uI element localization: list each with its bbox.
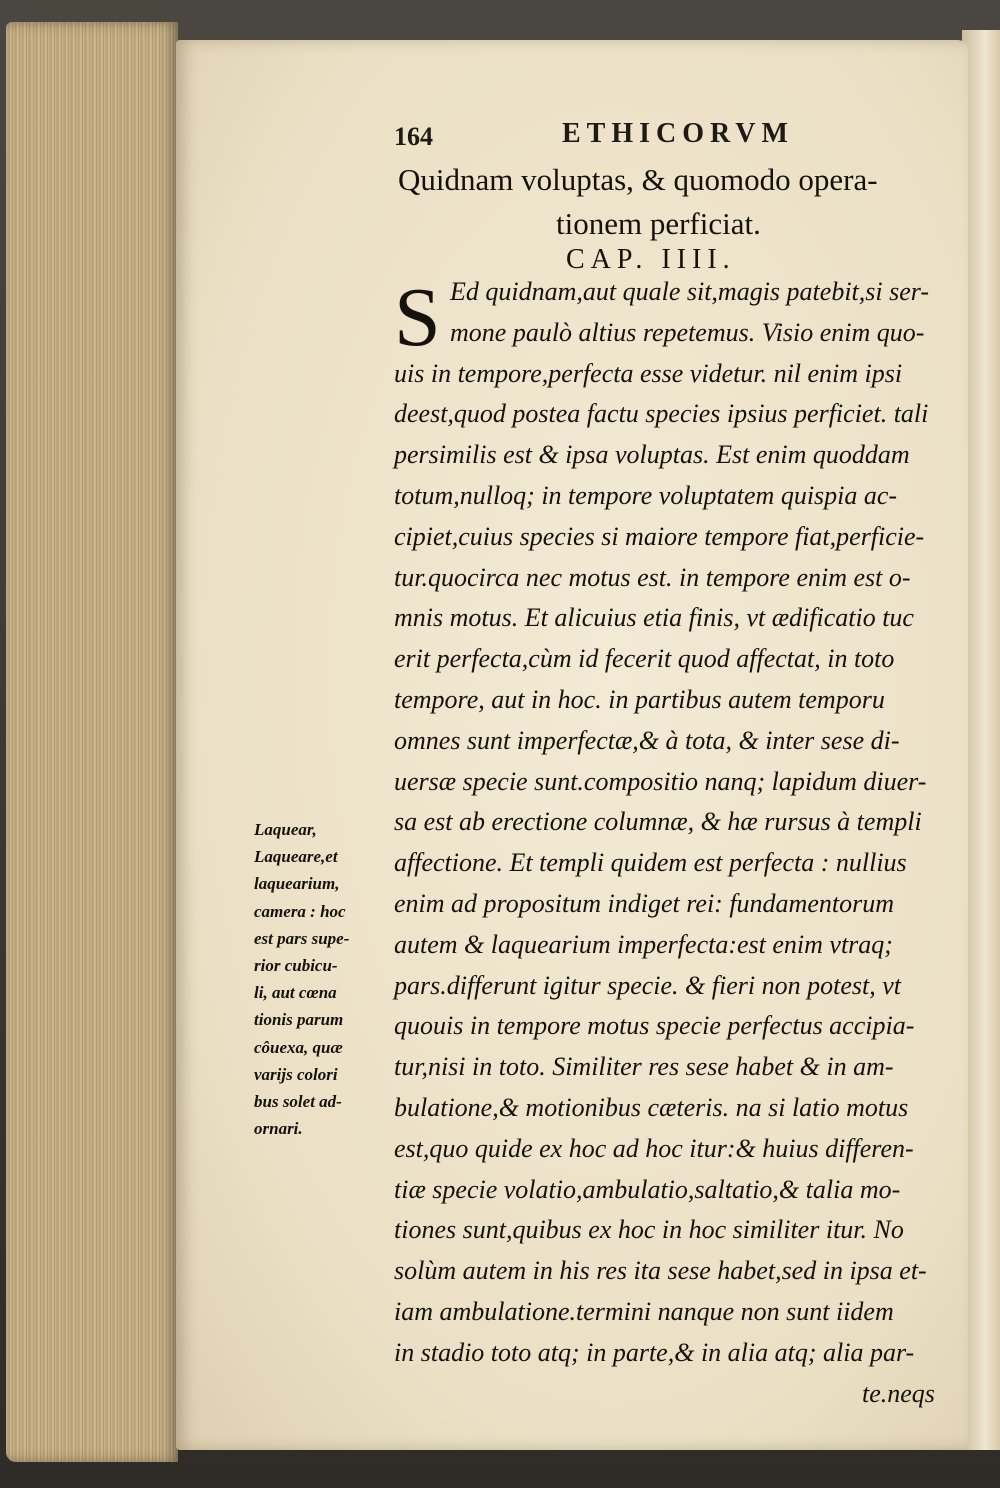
text-line: tur,nisi in toto. Similiter res sese habet & in am- xyxy=(394,1052,894,1082)
text-line: deest,quod postea factu species ipsius perficiet. tali xyxy=(394,399,929,429)
drop-cap-initial: S xyxy=(394,271,441,364)
text-line: persimilis est & ipsa voluptas. Est enim quoddam xyxy=(394,440,910,470)
text-line: uis in tempore,perfecta esse videtur. nil enim ipsi xyxy=(394,358,903,388)
text-line: te.neqs xyxy=(862,1378,935,1408)
text-line: tiones sunt,quibus ex hoc in hoc similiter itur. No xyxy=(394,1215,904,1245)
text-line: bulatione,& motionibus cæteris. na si latio motus xyxy=(394,1092,909,1122)
title-line-2: tionem perficiat. xyxy=(556,206,761,241)
margin-note-line: tionis parum xyxy=(254,1010,344,1030)
margin-note-line: ornari. xyxy=(254,1119,303,1139)
text-line: autem & laquearium imperfecta:est enim vtraq; xyxy=(394,929,893,959)
margin-note-line: varijs colori xyxy=(254,1064,338,1084)
text-line: erit perfecta,cùm id fecerit quod affectat, in toto xyxy=(394,644,895,674)
marginal-note xyxy=(254,816,394,1142)
text-line: enim ad propositum indiget rei: fundamentorum xyxy=(394,888,894,918)
text-line: pars.differunt igitur specie. & fieri non potest, vt xyxy=(394,970,901,1000)
page-block-edges xyxy=(6,22,178,1462)
chapter-heading: CAP. IIII. xyxy=(566,244,736,275)
margin-note-line: camera : hoc xyxy=(254,901,346,921)
page-header xyxy=(394,118,844,154)
text-line: sa est ab erectione columnæ, & hæ rursus à templi xyxy=(394,807,922,837)
text-line: tur.quocirca nec motus est. in tempore enim est o- xyxy=(394,562,911,592)
text-line: est,quo quide ex hoc ad hoc itur:& huius differen- xyxy=(394,1133,914,1163)
running-head: ETHICORVM xyxy=(562,118,794,149)
margin-note-line: est pars supe- xyxy=(254,928,350,948)
margin-note-line: côuexa, quæ xyxy=(254,1037,343,1057)
title-line-1: Quidnam voluptas, & quomodo opera- xyxy=(398,162,878,197)
margin-note-line: Laqueare,et xyxy=(254,847,338,867)
chapter-title xyxy=(398,158,938,246)
text-line: tempore, aut in hoc. in partibus autem temporu xyxy=(394,684,885,714)
text-line: in stadio toto atq; in parte,& in alia atq; alia par- xyxy=(394,1337,915,1367)
text-line: Ed quidnam,aut quale sit,magis patebit,si ser- xyxy=(450,277,930,306)
text-line: affectione. Et templi quidem est perfecta : nullius xyxy=(394,848,907,878)
text-line: solùm autem in his res ita sese habet,sed in ipsa et- xyxy=(394,1256,927,1286)
text-line: iam ambulatione.termini nanque non sunt iidem xyxy=(394,1296,894,1326)
text-line: uersæ specie sunt.compositio nanq; lapidum diuer- xyxy=(394,766,927,796)
text-line: cipiet,cuius species si maiore tempore fiat,perficie- xyxy=(394,521,925,551)
margin-note-line: rior cubicu- xyxy=(254,955,338,975)
margin-note-line: li, aut cœna xyxy=(254,983,337,1003)
margin-note-line: Laquear, xyxy=(254,820,317,839)
body-text xyxy=(394,272,938,1414)
text-line: quouis in tempore motus specie perfectus accipia- xyxy=(394,1011,915,1041)
text-line: totum,nulloq; in tempore voluptatem quispia ac- xyxy=(394,480,898,510)
margin-note-line: laquearium, xyxy=(254,874,340,894)
page-number: 164 xyxy=(394,122,433,151)
text-line: mnis motus. Et alicuius etia finis, vt ædificatio tuc xyxy=(394,603,914,633)
margin-note-line: bus solet ad- xyxy=(254,1091,342,1111)
text-line: tiæ specie volatio,ambulatio,saltatio,& talia mo- xyxy=(394,1174,901,1204)
text-line: omnes sunt imperfectæ,& à tota, & inter sese di- xyxy=(394,725,900,755)
text-line: mone paulò altius repetemus. Visio enim quo- xyxy=(450,317,925,347)
